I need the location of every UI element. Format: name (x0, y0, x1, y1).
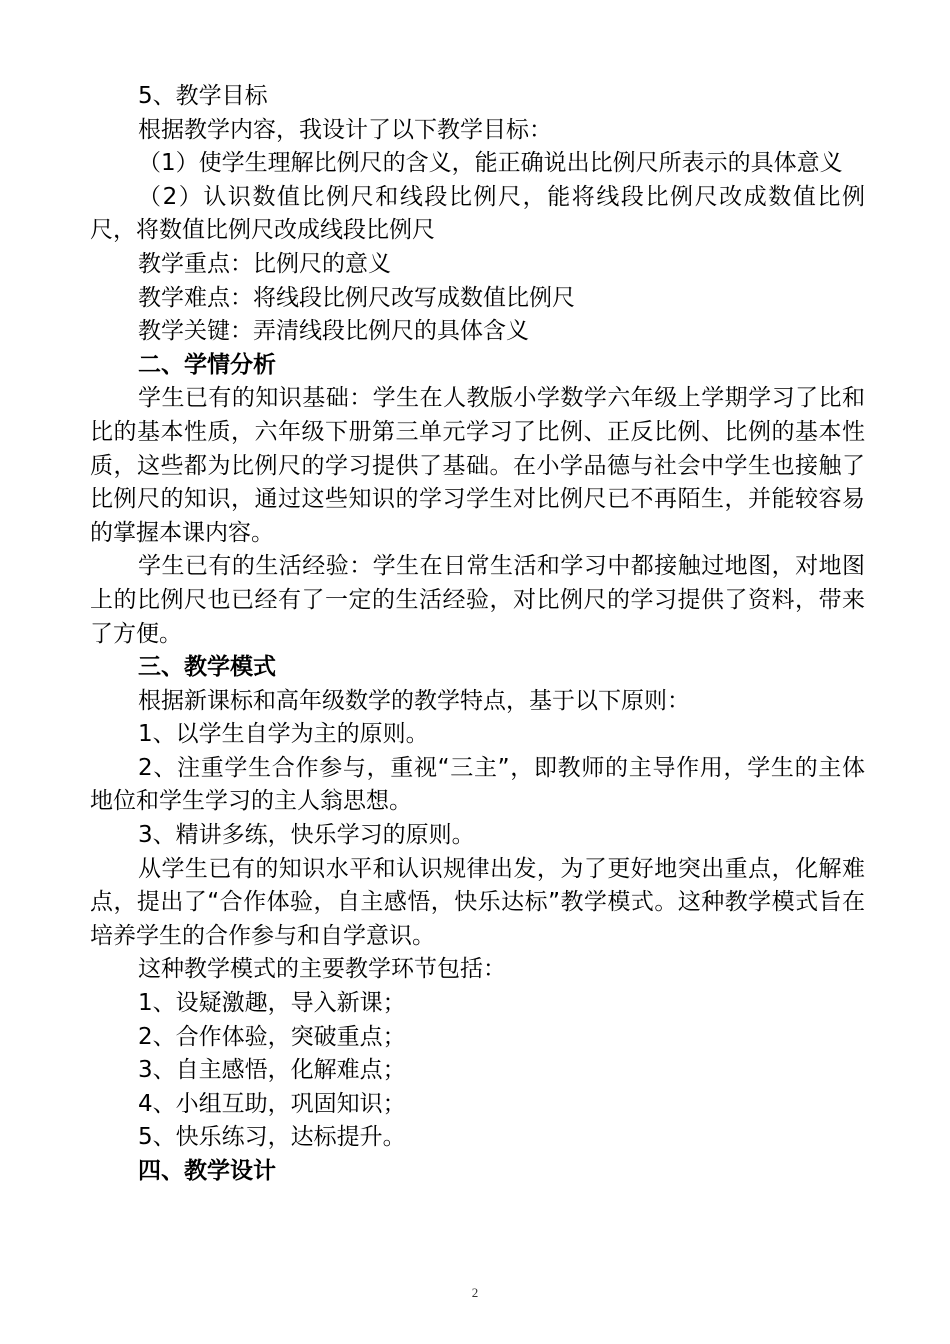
teaching-difficulty: 教学难点：将线段比例尺改写成数值比例尺 (138, 284, 575, 311)
section-heading-student-analysis: 二、学情分析 (138, 351, 276, 378)
page-number: 2 (471, 1285, 479, 1300)
document-page (90, 80, 865, 1189)
step-item-3: 3、自主感悟，化解难点； (138, 1057, 406, 1084)
section-subheading-teaching-goals: 5、教学目标 (138, 83, 268, 109)
paragraph-goals-intro: 根据教学内容，我设计了以下教学目标： (138, 116, 552, 143)
paragraph-knowledge-foundation: 学生已有的知识基础：学生在人教版小学数学六年级上学期学习了比和比的基本性质，六年级下册第三单元学习了比例、正反比例、比例的基本性质，这些都为比例尺的学习提供了基础。在小学品德与社会中学生也接触了比例尺的知识，通过这些知识的学习学生对比例尺已不再陌生，并能较容易的掌握本课内容。 (90, 385, 865, 546)
principle-item-2: 2、注重学生合作参与，重视“三主”，即教师的主导作用，学生的主体地位和学生学习的主人翁思想。 (90, 754, 865, 815)
paragraph-steps-intro: 这种教学模式的主要教学环节包括： (138, 956, 506, 983)
paragraph-mode-description: 从学生已有的知识水平和认识规律出发，为了更好地突出重点，化解难点，提出了“合作体验，自主感悟，快乐达标”教学模式。这种教学模式旨在培养学生的合作参与和自学意识。 (90, 855, 865, 949)
step-item-5: 5、快乐练习，达标提升。 (138, 1124, 406, 1151)
step-item-1: 1、设疑激趣，导入新课； (138, 990, 406, 1017)
teaching-key: 教学关键：弄清线段比例尺的具体含义 (138, 318, 529, 345)
paragraph-principles-intro: 根据新课标和高年级数学的教学特点，基于以下原则： (138, 687, 690, 714)
teaching-key-point: 教学重点：比例尺的意义 (138, 250, 391, 277)
principle-item-3: 3、精讲多练，快乐学习的原则。 (138, 822, 475, 849)
principle-item-1: 1、以学生自学为主的原则。 (138, 721, 429, 748)
paragraph-life-experience: 学生已有的生活经验：学生在日常生活和学习中都接触过地图，对地图上的比例尺也已经有了一定的生活经验，对比例尺的学习提供了资料，带来了方便。 (90, 553, 865, 647)
step-item-2: 2、合作体验，突破重点； (138, 1023, 406, 1050)
goal-item-1: （1）使学生理解比例尺的含义，能正确说出比例尺所表示的具体意义 (138, 150, 843, 177)
section-heading-teaching-mode: 三、教学模式 (138, 654, 276, 681)
section-heading-teaching-design: 四、教学设计 (138, 1158, 276, 1184)
step-item-4: 4、小组互助，巩固知识； (138, 1090, 406, 1117)
goal-item-2: （2）认识数值比例尺和线段比例尺，能将线段比例尺改成数值比例尺，将数值比例尺改成线段比例尺 (90, 183, 865, 244)
